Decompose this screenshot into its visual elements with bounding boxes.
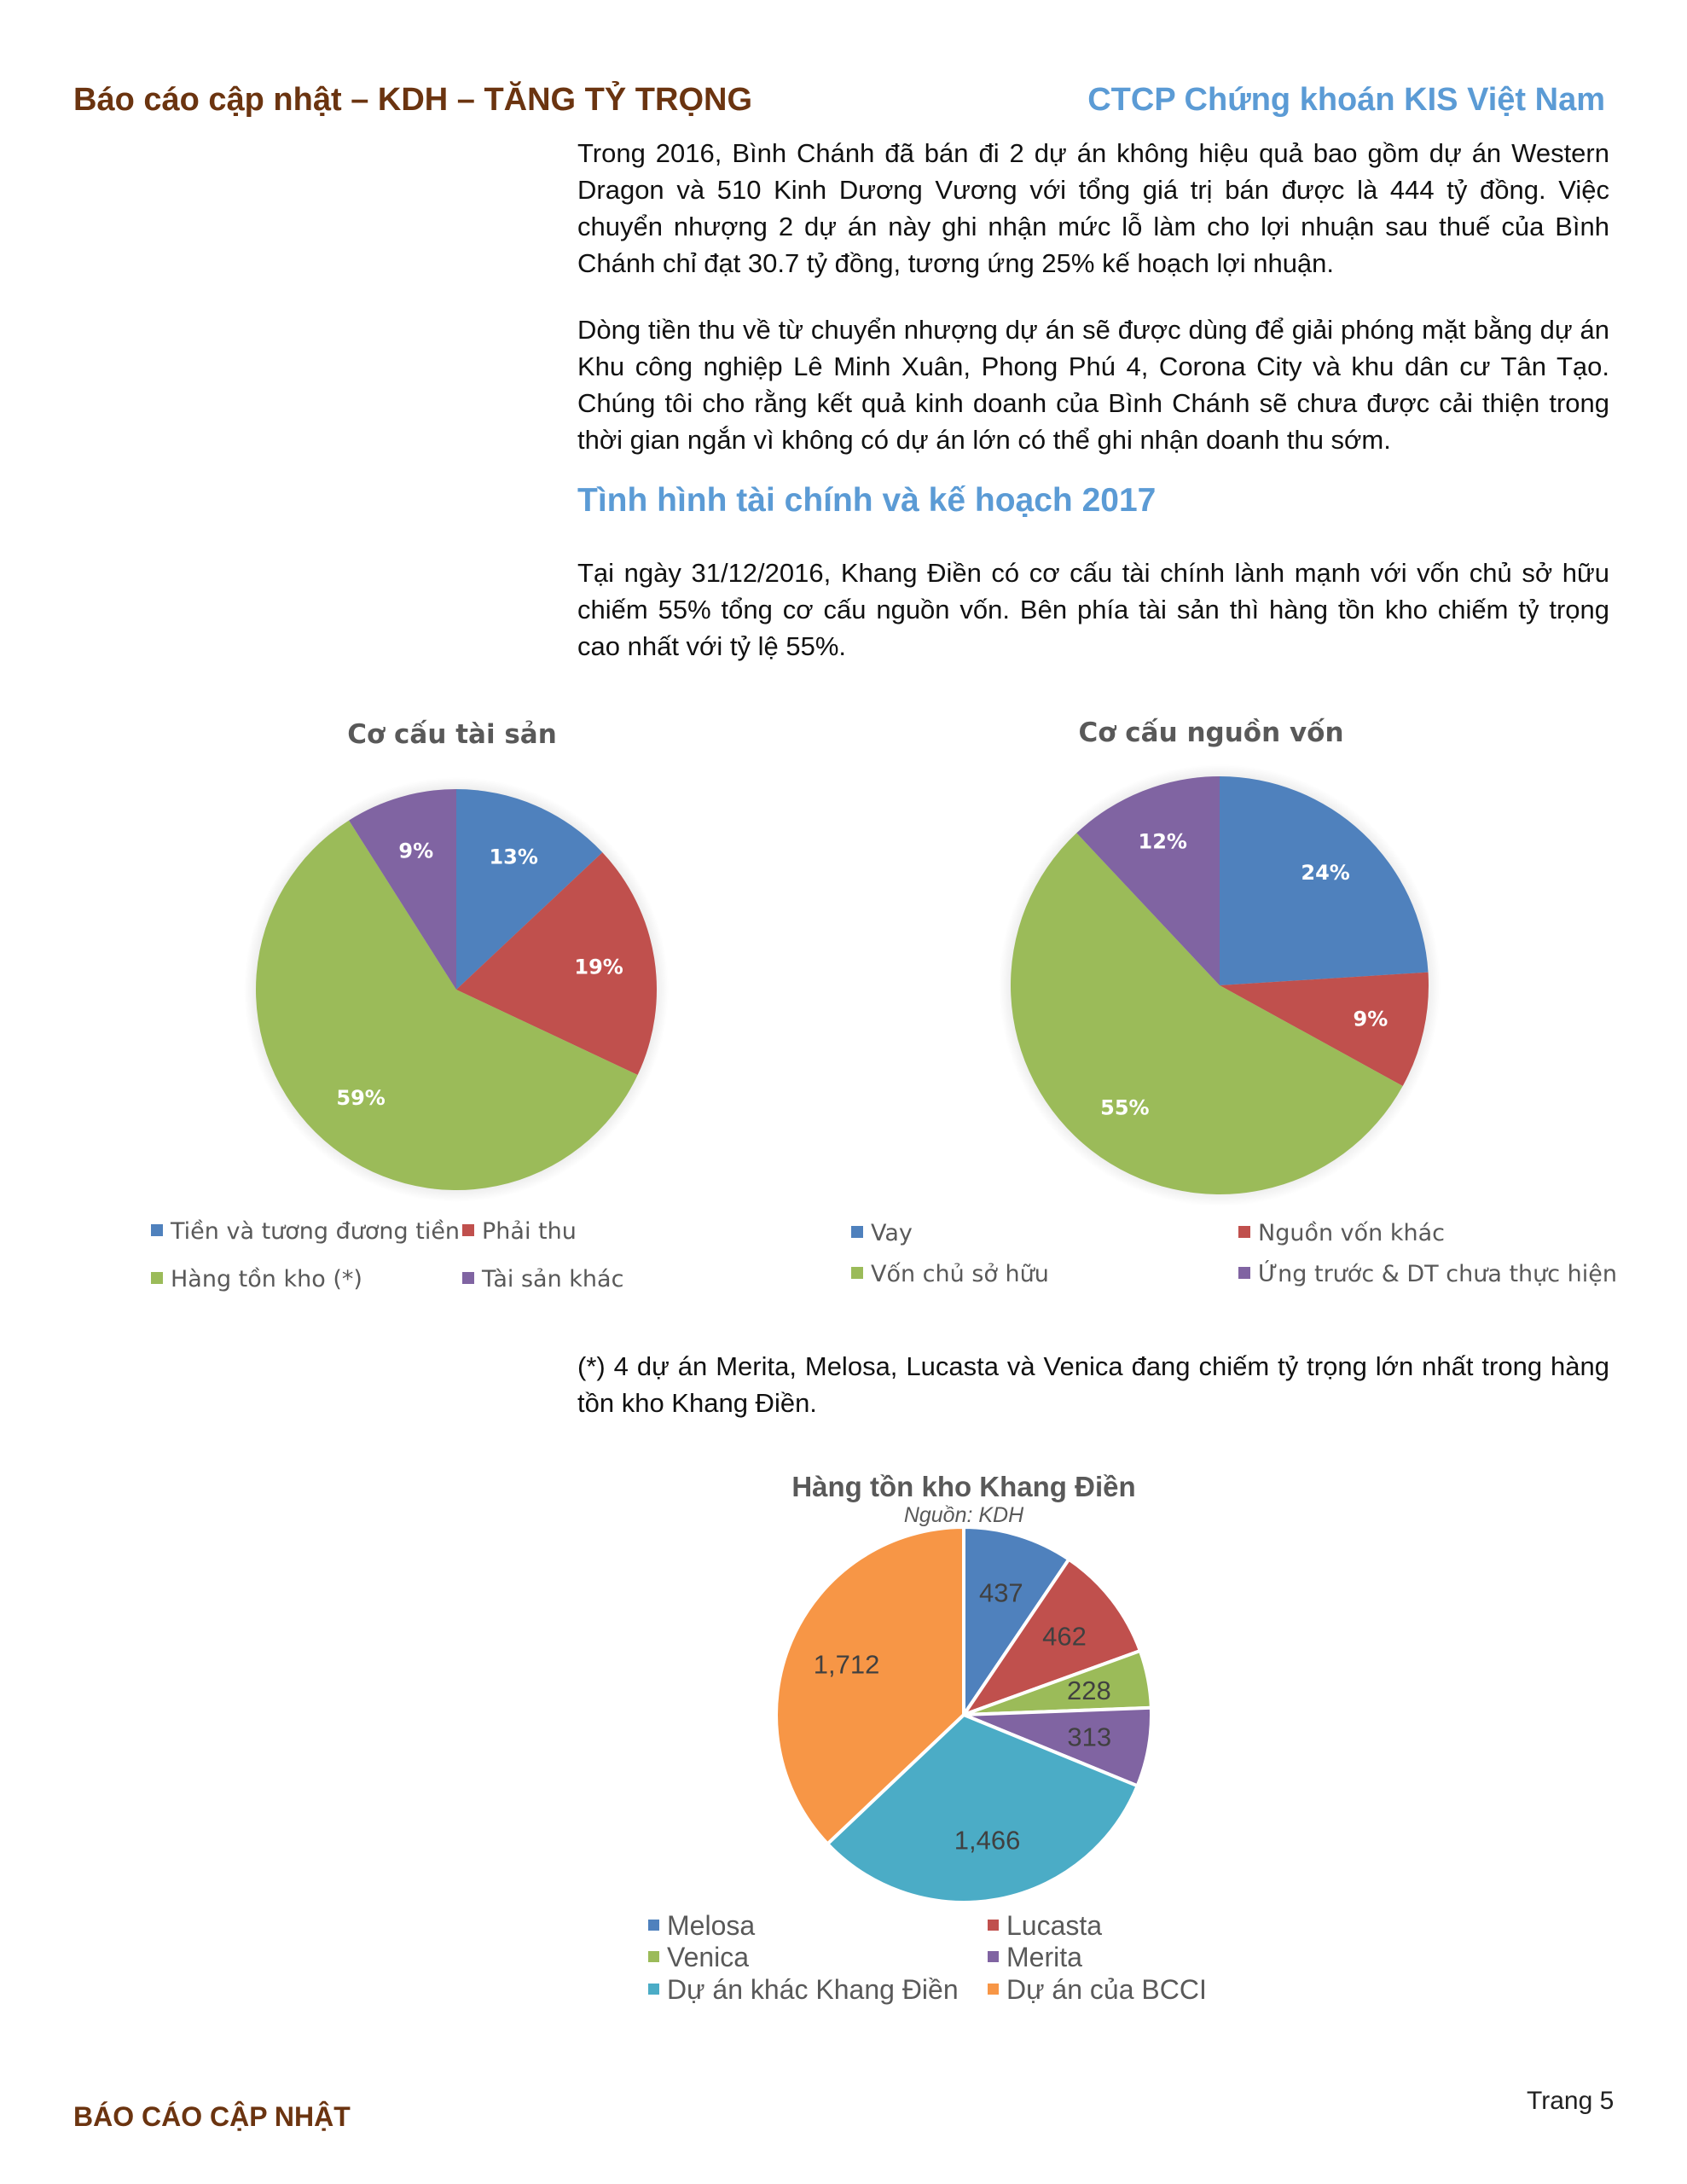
legend-item-advances	[1238, 1261, 1617, 1287]
pie-data-label: 9%	[398, 839, 434, 863]
capital-pie-title: Cơ cấu nguồn vốn	[1078, 717, 1344, 748]
pie-data-label: 24%	[1301, 860, 1350, 885]
pie-data-label: 462	[1042, 1621, 1087, 1652]
footer-report-type: BÁO CÁO CẬP NHẬT	[73, 2101, 351, 2132]
legend-swatch	[988, 1984, 999, 1995]
report-header-title: Báo cáo cập nhật – KDH – TĂNG TỶ TRỌNG	[73, 82, 752, 118]
legend-label: Phải thu	[482, 1218, 577, 1245]
legend-swatch	[648, 1984, 659, 1995]
paragraph-financial-structure: Tại ngày 31/12/2016, Khang Điền có cơ cấu tài chính lành mạnh với vốn chủ sở hữu chiếm 55% tổng cơ cấu nguồn vốn. Bên phía tài sản thì hàng tồn kho chiếm tỷ trọng cao nhất với tỷ lệ 55%.	[577, 558, 1609, 661]
legend-item-other-kdh-projects	[648, 1974, 959, 2006]
legend-item-other-assets	[462, 1266, 623, 1292]
pie-data-label: 59%	[336, 1085, 386, 1110]
pie-data-label: 1,712	[813, 1649, 880, 1680]
legend-item-inventory	[151, 1266, 362, 1292]
legend-swatch	[648, 1920, 659, 1931]
pie-data-label: 12%	[1138, 829, 1187, 854]
legend-label: Hàng tồn kho (*)	[171, 1266, 362, 1292]
asset-structure-pie-chart	[247, 781, 665, 1199]
page-number: Trang 5	[1527, 2087, 1615, 2115]
legend-label: Lucasta	[1006, 1910, 1103, 1941]
legend-item-venica	[648, 1942, 749, 1973]
legend-label: Ứng trước & DT chưa thực hiện	[1258, 1261, 1618, 1287]
pie-data-label: 9%	[1353, 1007, 1388, 1031]
inventory-pie-chart	[768, 1519, 1160, 1911]
legend-item-bcci-projects	[988, 1974, 1207, 2006]
legend-swatch	[648, 1951, 659, 1962]
legend-swatch	[151, 1224, 163, 1236]
inventory-pie-title: Hàng tồn kho Khang Điền	[791, 1471, 1136, 1502]
legend-label: Melosa	[667, 1910, 756, 1941]
legend-item-merita	[988, 1942, 1082, 1973]
pie-data-label: 55%	[1100, 1095, 1150, 1120]
legend-label: Vay	[871, 1220, 913, 1246]
legend-swatch	[851, 1226, 863, 1238]
paragraph-cash-flow: Dòng tiền thu về từ chuyển nhượng dự án sẽ được dùng để giải phóng mặt bằng dự án Khu công nghiệp Lê Minh Xuân, Phong Phú 4, Corona City và khu dân cư Tân Tạo. Chúng tôi cho rằng kết quả kinh doanh của Bình Chánh sẽ chưa được cải thiện trong thời gian ngắn vì không có dự án lớn có thể ghi nhận doanh thu sớm.	[577, 315, 1609, 455]
company-name: CTCP Chứng khoán KIS Việt Nam	[1087, 82, 1605, 118]
pie-data-label: 437	[978, 1577, 1023, 1608]
legend-item-lucasta	[988, 1910, 1102, 1942]
legend-swatch	[151, 1272, 163, 1284]
pie-data-label: 19%	[574, 955, 623, 979]
legend-label: Dự án khác Khang Điền	[667, 1974, 959, 2005]
legend-label: Vốn chủ sở hữu	[871, 1261, 1049, 1287]
legend-item-melosa	[648, 1910, 755, 1942]
legend-item-other-capital	[1238, 1220, 1445, 1246]
paragraph-binh-chanh-sale: Trong 2016, Bình Chánh đã bán đi 2 dự án không hiệu quả bao gồm dự án Western Dragon và 510 Kinh Dương Vương với tổng giá trị bán được là 444 tỷ đồng. Việc chuyển nhượng 2 dự án này ghi nhận mức lỗ làm cho lợi nhuận sau thuế của Bình Chánh chỉ đạt 30.7 tỷ đồng, tương ứng 25% kế hoạch lợi nhuận.	[577, 138, 1609, 278]
legend-label: Dự án của BCCI	[1006, 1974, 1207, 2005]
pie-data-label: 13%	[489, 845, 538, 869]
legend-swatch	[1238, 1226, 1250, 1238]
legend-label: Tài sản khác	[482, 1266, 624, 1292]
pie-data-label: 313	[1067, 1722, 1112, 1752]
legend-label: Merita	[1006, 1942, 1082, 1972]
capital-structure-pie-chart	[1006, 772, 1433, 1199]
legend-item-cash	[151, 1218, 460, 1245]
pie-data-label: 228	[1066, 1675, 1111, 1705]
legend-label: Nguồn vốn khác	[1258, 1220, 1445, 1246]
section-title-finance: Tình hình tài chính và kế hoạch 2017	[577, 482, 1157, 519]
legend-swatch	[462, 1272, 474, 1284]
legend-swatch	[1238, 1267, 1250, 1279]
legend-swatch	[988, 1951, 999, 1962]
legend-label: Tiền và tương đương tiền	[171, 1218, 461, 1245]
legend-item-receivables	[462, 1218, 577, 1245]
legend-label: Venica	[667, 1942, 750, 1972]
legend-item-equity	[851, 1261, 1049, 1287]
legend-swatch	[851, 1267, 863, 1279]
legend-swatch	[988, 1920, 999, 1931]
legend-swatch	[462, 1224, 474, 1236]
pie-data-label: 1,466	[954, 1825, 1021, 1856]
inventory-pie-source: Nguồn: KDH	[903, 1503, 1024, 1527]
asset-pie-title: Cơ cấu tài sản	[347, 719, 557, 750]
inventory-note: (*) 4 dự án Merita, Melosa, Lucasta và Venica đang chiếm tỷ trọng lớn nhất trong hàng tồn kho Khang Điền.	[577, 1351, 1609, 1418]
legend-item-loans	[851, 1220, 913, 1246]
